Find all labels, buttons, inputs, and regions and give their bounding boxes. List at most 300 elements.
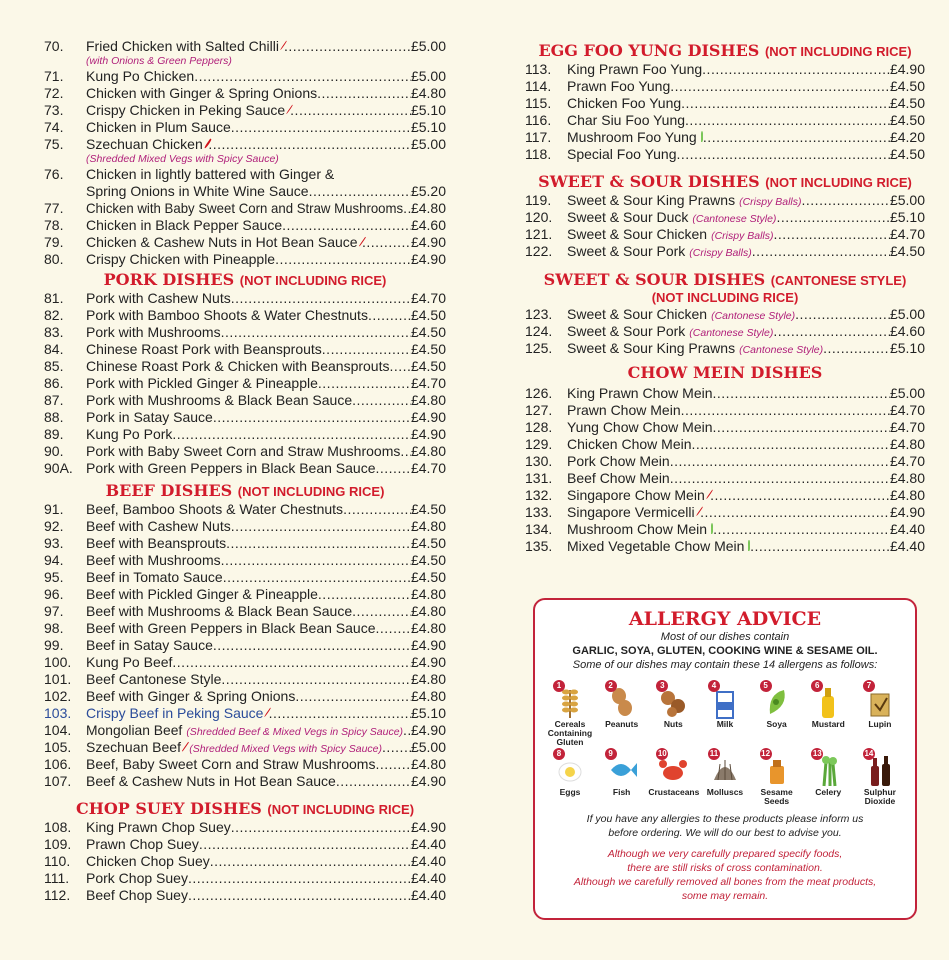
item-name: Prawn Foo Yung: [567, 78, 671, 94]
allergen-item: [597, 681, 647, 747]
leader-dots: [336, 773, 411, 790]
allergen-item: [545, 749, 595, 806]
item-price: £5.00: [889, 306, 925, 322]
item-price: £4.40: [889, 538, 925, 554]
allergen-item: [855, 681, 905, 747]
menu-item-row: [44, 739, 446, 756]
item-number: 111.: [44, 870, 70, 886]
leader-dots: [352, 603, 411, 620]
item-number: 112.: [44, 887, 71, 903]
menu-item-row: [44, 290, 446, 307]
allergen-number-badge: 9: [605, 748, 617, 760]
allergen-icon-wrap: [607, 681, 637, 720]
item-number: 118.: [525, 146, 552, 162]
item-name: Pork with Mushrooms: [86, 324, 221, 340]
leader-dots: [231, 290, 411, 307]
allergen-item: [752, 749, 802, 806]
item-number: 131.: [525, 470, 553, 486]
pork-dishes-list: [44, 290, 446, 477]
item-number: 114.: [525, 78, 552, 94]
allergen-label: Celery: [815, 787, 842, 797]
item-price: £4.80: [410, 443, 446, 459]
menu-item-row: [44, 552, 446, 569]
menu-item-row: [525, 306, 925, 323]
menu-item-row: [44, 773, 446, 790]
item-price: £4.80: [410, 688, 446, 704]
leader-dots: [681, 402, 890, 419]
menu-item-row: [525, 340, 925, 357]
item-price: £4.50: [410, 307, 446, 323]
item-price: £4.70: [410, 375, 446, 391]
item-price: £4.80: [410, 603, 446, 619]
item-note: (Cantonese Style): [711, 310, 796, 322]
leader-dots: [795, 306, 890, 323]
leader-dots: [282, 217, 411, 234]
item-name: Mongolian Beef: [86, 722, 183, 738]
leader-dots: [368, 307, 411, 324]
item-name: Beef Cantonese Style: [86, 671, 222, 687]
item-name: Sweet & Sour King Prawns: [567, 340, 736, 356]
menu-item-row: [44, 887, 446, 904]
allergen-number-badge: 11: [709, 749, 719, 758]
leader-dots: [774, 226, 890, 243]
allergen-number-badge: 8: [553, 748, 565, 760]
leader-dots: [403, 722, 411, 739]
chop-title: CHOP SUEY DISHES: [75, 799, 262, 818]
allergen-icon-wrap: [555, 681, 585, 720]
item-price: £4.90: [410, 722, 446, 738]
allergen-number-badge: 13: [812, 749, 822, 758]
item-name: Chicken Chop Suey: [86, 853, 210, 869]
item-name: Mixed Vegetable Chow Mein: [567, 538, 745, 554]
egg-title: EGG FOO YUNG DISHES: [538, 41, 760, 60]
allergen-label: Crustaceans: [648, 787, 700, 797]
item-name: Chicken in Plum Sauce: [86, 119, 231, 135]
item-price: £4.70: [889, 226, 925, 242]
menu-item-row: [44, 217, 446, 234]
item-number: 110.: [44, 853, 71, 869]
menu-item-row: [44, 358, 446, 375]
item-note: (Cantonese Style): [692, 213, 777, 225]
menu-item-row: [44, 166, 446, 183]
menu-item-row: [44, 375, 446, 392]
allergen-item: [545, 681, 595, 747]
item-name: Sweet & Sour Chicken: [567, 306, 708, 322]
item-price: £4.90: [889, 504, 925, 520]
item-name: Sweet & Sour Duck: [567, 209, 689, 225]
allergen-icon-wrap: [555, 749, 585, 788]
egg-foo-yung-list: [525, 61, 925, 163]
left-menu-column: [44, 0, 446, 904]
beef-title: BEEF DISHES: [105, 481, 233, 500]
item-number: 99.: [44, 637, 64, 653]
leader-dots: [677, 146, 890, 163]
item-price: £5.00: [889, 385, 925, 401]
item-number: 134.: [525, 521, 553, 537]
item-price: £4.50: [410, 535, 446, 551]
item-name: Crispy Chicken in Peking Sauce: [86, 102, 286, 118]
ss-suffix: (NOT INCLUDING RICE): [765, 175, 912, 190]
item-price: £4.40: [410, 836, 446, 852]
item-name: Beef, Baby Sweet Corn and Straw Mushrooms: [86, 756, 376, 772]
leader-dots: [223, 569, 411, 586]
leader-dots: [188, 870, 411, 887]
item-number: 126.: [525, 385, 553, 401]
sweet-sour-heading: [525, 172, 925, 192]
leader-dots: [713, 385, 890, 402]
allergen-icon-wrap: [709, 749, 740, 788]
item-number: 76.: [44, 166, 64, 182]
leader-dots: [194, 68, 411, 85]
item-number: 130.: [525, 453, 553, 469]
leader-dots: [275, 251, 411, 268]
item-price: £4.50: [889, 243, 925, 259]
item-price: £4.20: [889, 129, 925, 145]
item-note: (Crispy Balls): [689, 247, 752, 259]
item-name: Sweet & Sour Chicken: [567, 226, 708, 242]
item-number: 116.: [525, 112, 552, 128]
item-price: £5.00: [889, 192, 925, 208]
item-price: £5.00: [410, 38, 446, 54]
allergen-number-badge: 7: [863, 680, 875, 692]
leader-dots: [295, 688, 411, 705]
menu-item-row: [525, 538, 925, 555]
leader-dots: [172, 426, 411, 443]
item-number: 75.: [44, 136, 64, 152]
item-name: Beef with Pickled Ginger & Pineapple: [86, 586, 318, 602]
menu-item-row: [44, 870, 446, 887]
item-note: (Crispy Balls): [739, 196, 802, 208]
leader-dots: [700, 504, 890, 521]
item-name: Sweet & Sour Pork: [567, 323, 686, 339]
item-number: 70.: [44, 38, 64, 54]
item-number: 133.: [525, 504, 553, 520]
leader-dots: [188, 887, 411, 904]
item-price: £4.40: [410, 870, 446, 886]
item-price: £4.50: [410, 358, 446, 374]
allergen-item: [597, 749, 647, 806]
item-price: £4.40: [410, 853, 446, 869]
item-price: £4.40: [889, 521, 925, 537]
item-number: 107.: [44, 773, 72, 789]
item-name: Beef & Cashew Nuts in Hot Bean Sauce: [86, 773, 336, 789]
leader-dots: [670, 453, 890, 470]
leader-dots: [750, 538, 890, 555]
item-price: £4.80: [889, 436, 925, 452]
allergen-icon-wrap: [813, 681, 843, 720]
leader-dots: [375, 756, 410, 773]
item-number: 81.: [44, 290, 64, 306]
item-name: Pork Chow Mein: [567, 453, 670, 469]
item-name: Beef in Satay Sauce: [86, 637, 213, 653]
allergen-number-badge: 14: [864, 749, 874, 758]
item-price: £5.10: [410, 119, 446, 135]
item-name: Chicken Chow Mein: [567, 436, 692, 452]
item-price: £4.50: [889, 78, 925, 94]
item-number: 87.: [44, 392, 64, 408]
leader-dots: [703, 129, 890, 146]
allergy-line2: GARLIC, SOYA, GLUTEN, COOKING WINE & SESAME OIL.: [572, 645, 878, 657]
menu-item-row: [44, 535, 446, 552]
leader-dots: [284, 38, 411, 55]
item-price: £4.90: [410, 773, 446, 789]
allergy-line3: Some of our dishes may contain these 14 allergens as follows:: [572, 659, 878, 671]
item-price: £4.80: [410, 620, 446, 636]
allergen-item: [648, 749, 700, 806]
item-price: £4.60: [889, 323, 925, 339]
item-name: Chicken in lightly battered with Ginger &: [86, 166, 335, 182]
item-price: £4.70: [889, 402, 925, 418]
item-number: 89.: [44, 426, 64, 442]
ssc-suffix: (CANTONESE STYLE): [770, 273, 907, 288]
item-name: Szechuan Chicken: [86, 136, 203, 152]
egg-foo-yung-heading: [525, 41, 925, 61]
menu-item-row: [44, 251, 446, 268]
leader-dots: [269, 705, 411, 722]
item-name: Pork with Bamboo Shoots & Water Chestnuts: [86, 307, 368, 323]
menu-item-row: [44, 443, 446, 460]
item-number: 83.: [44, 324, 64, 340]
item-price: £4.90: [410, 251, 446, 267]
pork-suffix: (NOT INCLUDING RICE): [239, 273, 387, 288]
item-name: Pork with Green Peppers in Black Bean Sauce: [86, 460, 376, 476]
leader-dots: [352, 392, 411, 409]
leader-dots: [221, 324, 411, 341]
leader-dots: [362, 234, 411, 251]
item-name: Pork in Satay Sauce: [86, 409, 213, 425]
beef-suffix: (NOT INCLUDING RICE): [237, 484, 385, 499]
leader-dots: [685, 112, 890, 129]
menu-item-row: [44, 38, 446, 55]
allergy-warn2: there are still risks of cross contamination.: [627, 862, 823, 874]
allergen-row-2: [545, 749, 905, 806]
allergen-number-badge: 12: [761, 749, 771, 758]
item-name: Kung Po Pork: [86, 426, 173, 442]
item-name: Mushroom Chow Mein: [567, 521, 708, 537]
item-price: £4.50: [410, 324, 446, 340]
item-number: 97.: [44, 603, 64, 619]
menu-item-row: [525, 192, 925, 209]
menu-item-row: [44, 85, 446, 102]
menu-item-row: [525, 209, 925, 226]
allergen-icon-wrap: [657, 749, 688, 788]
egg-suffix: (NOT INCLUDING RICE): [764, 44, 912, 59]
leader-dots: [322, 341, 411, 358]
item-name: Yung Chow Chow Mein: [567, 419, 713, 435]
item-price: £4.50: [410, 341, 446, 357]
item-name: Pork with Cashew Nuts: [86, 290, 231, 306]
item-name: Beef with Cashew Nuts: [86, 518, 231, 534]
item-price: £5.00: [410, 68, 446, 84]
item-name: Pork with Baby Sweet Corn and Straw Mushrooms: [86, 443, 401, 459]
item-price: £4.50: [410, 552, 446, 568]
item-price: £4.70: [889, 419, 925, 435]
item-name: King Prawn Chop Suey: [86, 819, 231, 835]
menu-item-row: [44, 119, 446, 136]
allergen-item: [855, 749, 905, 806]
allergen-icon-wrap: [812, 749, 843, 788]
item-number: 77.: [44, 200, 64, 216]
leader-dots: [713, 521, 890, 538]
item-number: 103.: [44, 705, 72, 721]
item-number: 120.: [525, 209, 553, 225]
allergy-warn3: Although we carefully removed all bones from the meat products,: [573, 876, 877, 888]
item-number: 73.: [44, 102, 64, 118]
item-price: £4.90: [410, 637, 446, 653]
menu-item-row: [525, 112, 925, 129]
chow-mein-list: [525, 385, 925, 555]
item-note: (Shredded Beef & Mixed Vegs in Spicy Sauce): [186, 726, 404, 738]
leader-dots: [208, 136, 411, 153]
item-number: 82.: [44, 307, 64, 323]
item-price: £4.80: [410, 756, 446, 772]
menu-item-row: [525, 385, 925, 402]
item-number: 74.: [44, 119, 64, 135]
item-number: 125.: [525, 340, 553, 356]
menu-item-row: [44, 654, 446, 671]
item-number: 117.: [525, 129, 552, 145]
leader-dots: [403, 200, 411, 217]
item-name: Crispy Chicken with Pineapple: [86, 251, 276, 267]
item-number: 132.: [525, 487, 553, 503]
item-name: Crispy Beef in Peking Sauce: [86, 705, 264, 721]
allergy-advice-box: [533, 598, 917, 920]
allergy-warn4: some may remain.: [681, 890, 769, 902]
item-note: (Crispy Balls): [711, 230, 774, 242]
chop-suey-list: [44, 819, 446, 904]
allergen-number-badge: 6: [811, 680, 823, 692]
beef-dishes-heading: [44, 481, 446, 501]
menu-item-row: [44, 620, 446, 637]
menu-item-row: [525, 78, 925, 95]
leader-dots: [382, 739, 411, 756]
item-number: 128.: [525, 419, 553, 435]
menu-item-row: [44, 853, 446, 870]
menu-item-row: [44, 586, 446, 603]
menu-item-row: [525, 129, 925, 146]
pork-title: PORK DISHES: [103, 270, 235, 289]
item-number: 124.: [525, 323, 553, 339]
item-price: £4.90: [410, 234, 446, 250]
menu-item-row: [44, 722, 446, 739]
menu-item-row: [44, 341, 446, 358]
item-price: £4.80: [410, 85, 446, 101]
item-number: 80.: [44, 251, 64, 267]
menu-item-row: [44, 836, 446, 853]
allergen-label: Fish: [612, 787, 631, 797]
item-name: Beef with Mushrooms: [86, 552, 221, 568]
allergen-item: [803, 681, 853, 747]
item-name: Beef with Mushrooms & Black Bean Sauce: [86, 603, 353, 619]
menu-item-row: [44, 569, 446, 586]
item-price: £5.10: [889, 340, 925, 356]
leader-dots: [213, 637, 411, 654]
menu-item-row-continued: [44, 183, 446, 200]
item-price: £4.90: [410, 426, 446, 442]
allergen-label: Cereals Containing Gluten: [547, 719, 593, 747]
item-price: £4.90: [410, 654, 446, 670]
allergen-number-badge: 4: [708, 680, 720, 692]
item-number: 121.: [525, 226, 553, 242]
item-price: £4.90: [410, 819, 446, 835]
item-number: 88.: [44, 409, 64, 425]
chop-suey-heading: [44, 799, 446, 819]
allergen-number-badge: 2: [605, 680, 617, 692]
item-number: 115.: [525, 95, 552, 111]
allergen-label: Milk: [716, 719, 734, 729]
item-number: 71.: [44, 68, 64, 84]
menu-item-row: [44, 409, 446, 426]
menu-item-row: [44, 603, 446, 620]
leader-dots: [226, 535, 411, 552]
item-price: £4.90: [410, 409, 446, 425]
chili-icon: [182, 742, 189, 751]
leader-dots: [376, 460, 411, 477]
item-name: Singapore Chow Mein: [567, 487, 705, 503]
item-subnote: (with Onions & Green Peppers): [86, 55, 232, 67]
allergy-line1: Most of our dishes contain: [660, 631, 790, 643]
menu-item-row: [44, 705, 446, 722]
allergen-item: [700, 749, 750, 806]
item-number: 104.: [44, 722, 72, 738]
allergen-label: Lupin: [868, 719, 892, 729]
item-price: £4.80: [410, 200, 446, 216]
item-number: 109.: [44, 836, 72, 852]
menu-item-row: [525, 95, 925, 112]
menu-item-row: [525, 61, 925, 78]
leader-dots: [231, 518, 411, 535]
item-price: £4.50: [889, 146, 925, 162]
menu-item-row: [44, 756, 446, 773]
allergen-label: Sesame Seeds: [760, 787, 793, 806]
menu-item-row: [525, 146, 925, 163]
item-price: £5.20: [410, 183, 446, 199]
leader-dots: [400, 443, 411, 460]
menu-item-row: [525, 243, 925, 260]
item-name: Chicken in Black Pepper Sauce: [86, 217, 283, 233]
item-number: 96.: [44, 586, 64, 602]
item-price: £4.80: [410, 392, 446, 408]
allergen-icon-wrap: [762, 681, 792, 720]
item-number: 92.: [44, 518, 64, 534]
menu-item-row: [44, 637, 446, 654]
leader-dots: [776, 209, 890, 226]
item-price: £4.40: [410, 887, 446, 903]
leader-dots: [221, 671, 411, 688]
item-price: £4.80: [410, 518, 446, 534]
item-number: 86.: [44, 375, 64, 391]
item-number: 105.: [44, 739, 72, 755]
leader-dots: [752, 243, 890, 260]
item-number: 119.: [525, 192, 552, 208]
leader-dots: [713, 419, 890, 436]
item-name: Prawn Chow Mein: [567, 402, 681, 418]
menu-item-row: [44, 200, 446, 217]
item-name: Pork with Pickled Ginger & Pineapple: [86, 375, 318, 391]
item-name: Beef with Beansprouts: [86, 535, 227, 551]
leader-dots: [389, 358, 410, 375]
item-note: (Cantonese Style): [689, 327, 774, 339]
menu-item-row: [525, 521, 925, 538]
item-number: 90A.: [44, 460, 73, 476]
item-name: Chicken Foo Yung: [567, 95, 682, 111]
item-price: £4.50: [410, 501, 446, 517]
allergen-label: Peanuts: [605, 719, 639, 729]
item-name: Beef, Bamboo Shoots & Water Chestnuts: [86, 501, 344, 517]
item-subnote: (Shredded Mixed Vegs with Spicy Sauce): [86, 153, 279, 165]
leader-dots: [773, 323, 890, 340]
item-number: 106.: [44, 756, 72, 772]
